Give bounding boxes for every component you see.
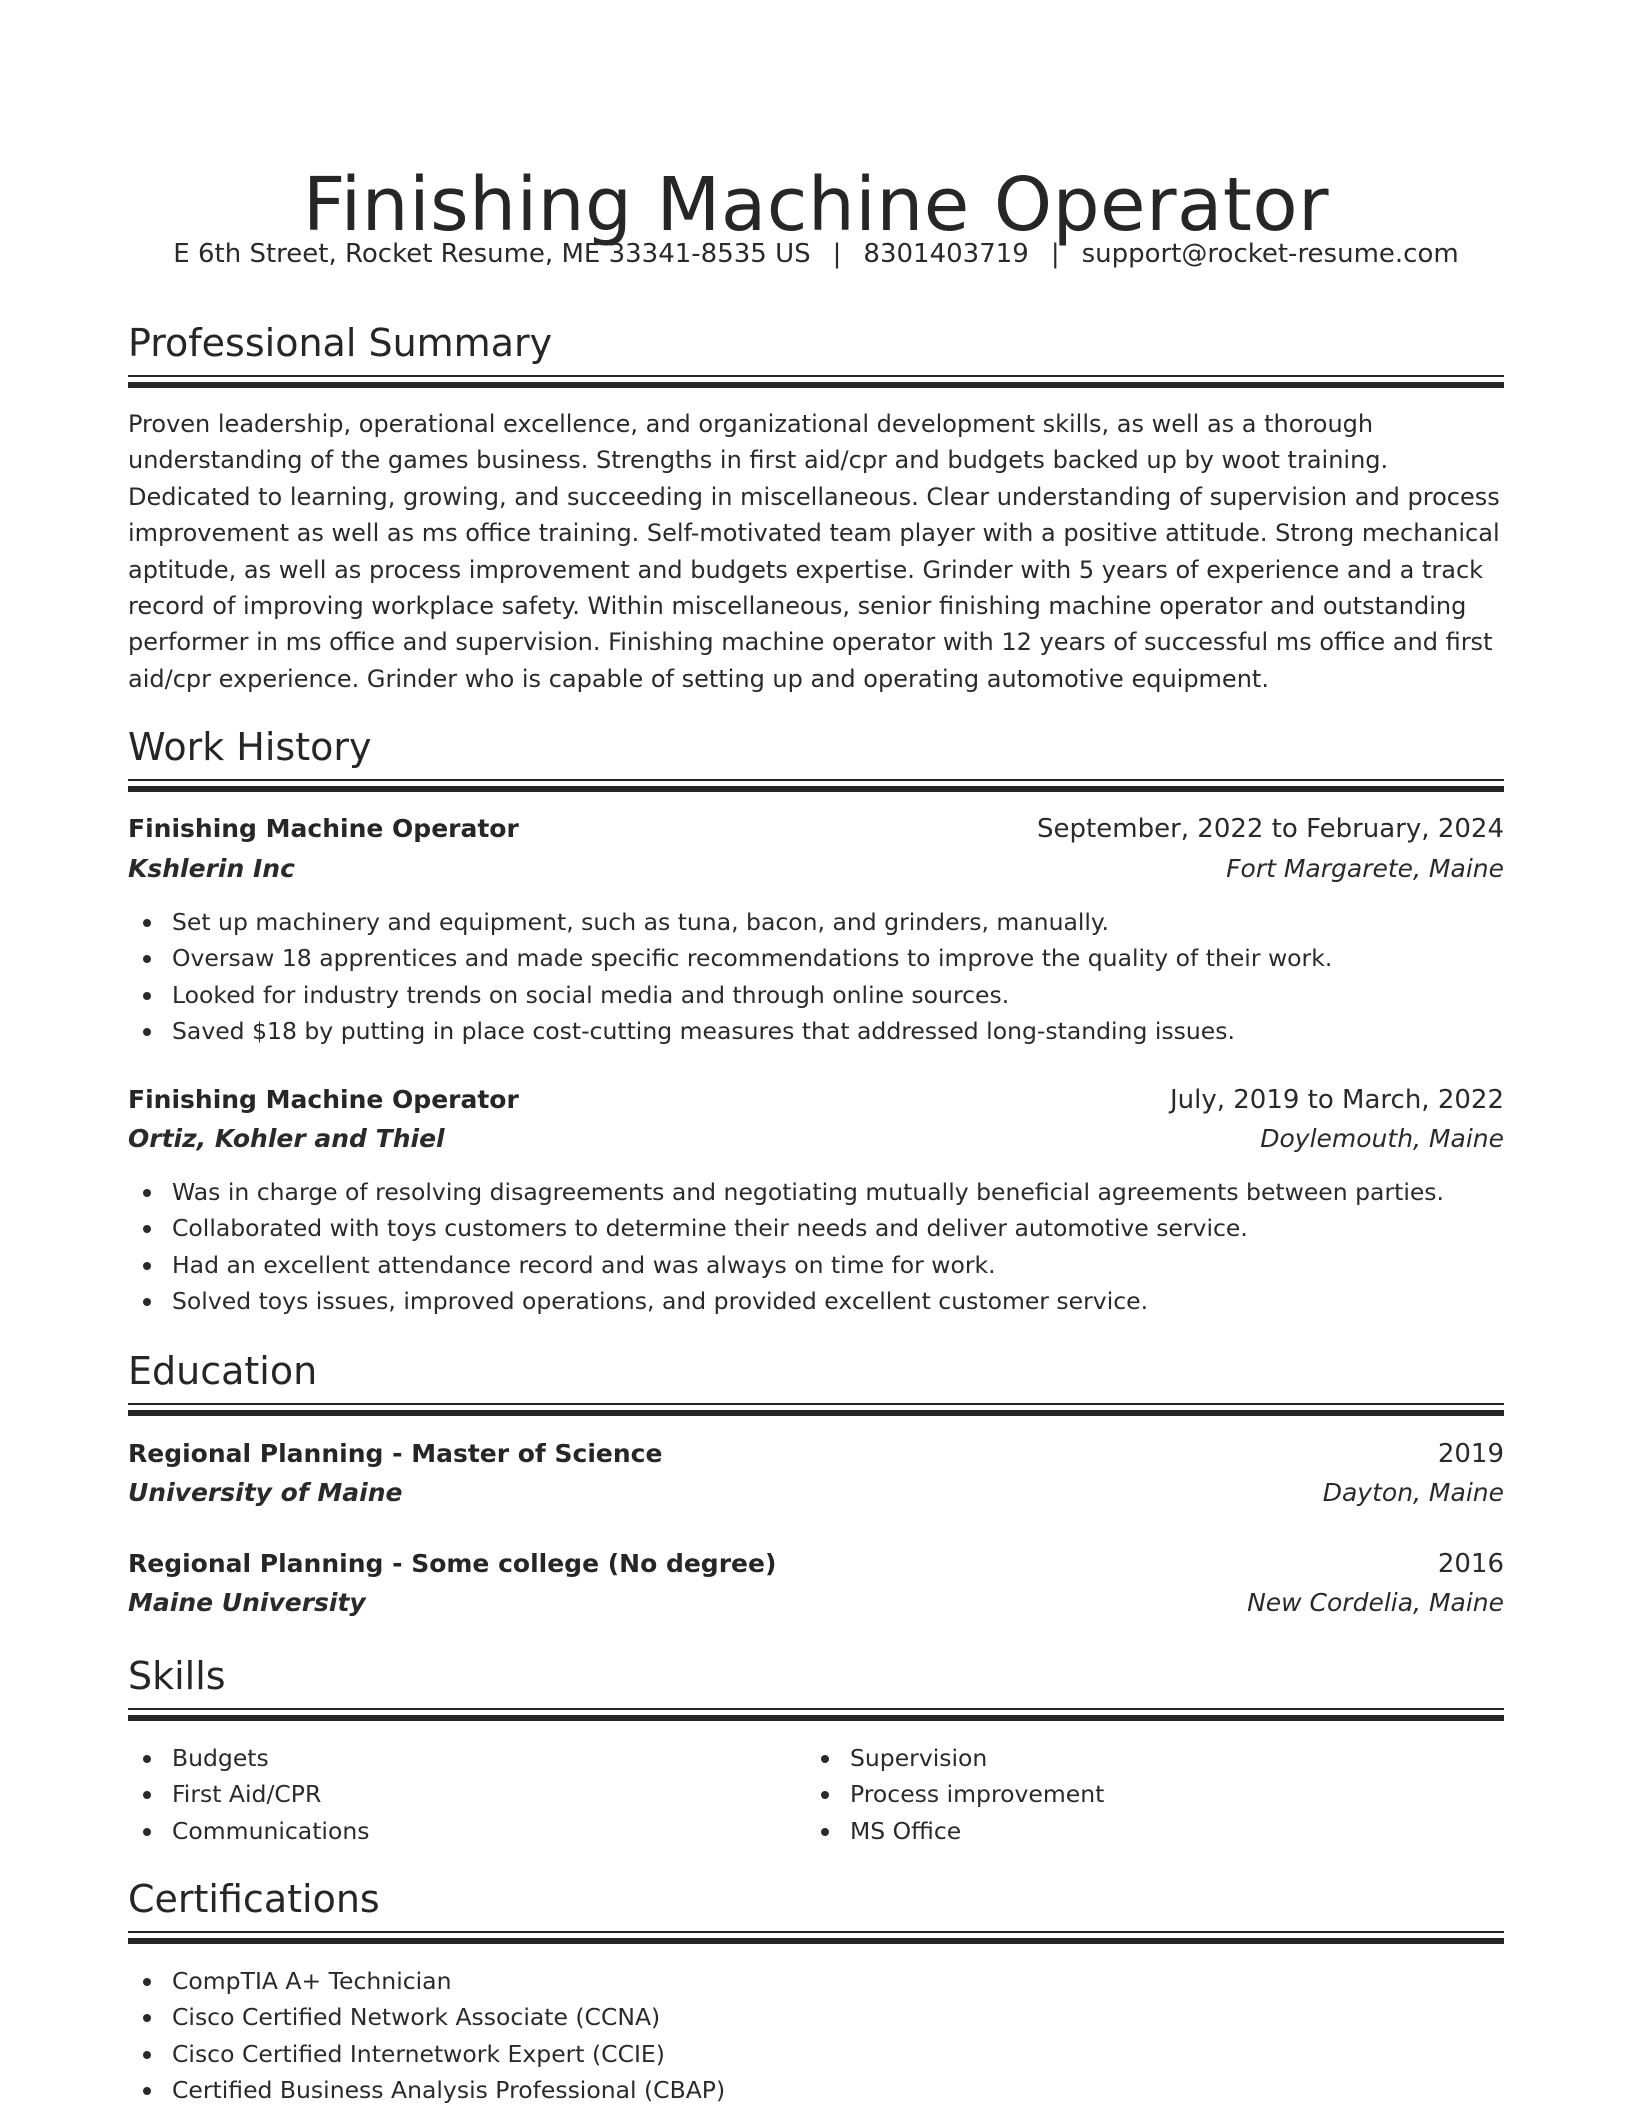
certifications-section-header xyxy=(128,1877,1504,1921)
certifications-list xyxy=(128,1963,1504,2108)
section-divider xyxy=(128,779,1504,781)
job-company: Ortiz, Kohler and Thiel xyxy=(128,1124,445,1153)
graduation-year: 2016 xyxy=(1437,1549,1504,1579)
education-subheader xyxy=(128,1590,1504,1622)
job-header xyxy=(128,816,1504,848)
section-title-summary: Professional Summary xyxy=(128,321,553,365)
list-item: Cisco Certified Internetwork Expert (CCIE) xyxy=(128,2036,1504,2072)
list-item: First Aid/CPR xyxy=(128,1776,788,1812)
job-header xyxy=(128,1087,1504,1119)
section-title-education: Education xyxy=(128,1349,318,1393)
section-divider xyxy=(128,375,1504,377)
education-section-header xyxy=(128,1349,1504,1393)
job-title: Finishing Machine Operator xyxy=(128,814,519,843)
section-divider xyxy=(128,1938,1504,1944)
job-duties-list xyxy=(128,904,1504,1049)
school-name: University of Maine xyxy=(128,1478,403,1507)
contact-separator: | xyxy=(832,239,842,269)
contact-phone: 8301403719 xyxy=(863,239,1029,269)
list-item: Solved toys issues, improved operations, and provided excellent customer service. xyxy=(128,1283,1504,1319)
education-header xyxy=(128,1551,1504,1583)
list-item: CompTIA A+ Technician xyxy=(128,1963,1504,1999)
list-item: Collaborated with toys customers to determine their needs and deliver automotive service. xyxy=(128,1210,1504,1246)
school-location: Dayton, Maine xyxy=(1322,1478,1504,1507)
education-subheader xyxy=(128,1480,1504,1512)
job-subheader xyxy=(128,1126,1504,1158)
job-location: Doylemouth, Maine xyxy=(1260,1124,1504,1153)
section-title-work: Work History xyxy=(128,725,372,769)
list-item: Was in charge of resolving disagreements and negotiating mutually beneficial agreements between parties. xyxy=(128,1174,1504,1210)
job-location: Fort Margarete, Maine xyxy=(1226,854,1504,883)
job-dates: July, 2019 to March, 2022 xyxy=(1169,1085,1504,1115)
degree: Regional Planning - Master of Science xyxy=(128,1439,663,1468)
skills-list-left xyxy=(128,1740,788,1849)
section-divider xyxy=(128,1931,1504,1933)
skills-list-right xyxy=(806,1740,1486,1849)
list-item: Process improvement xyxy=(806,1776,1486,1812)
contact-email[interactable]: support@rocket-resume.com xyxy=(1081,239,1459,269)
education-header xyxy=(128,1441,1504,1473)
section-divider xyxy=(128,1715,1504,1721)
job-company: Kshlerin Inc xyxy=(128,854,295,883)
school-name: Maine University xyxy=(128,1588,366,1617)
job-title: Finishing Machine Operator xyxy=(128,1085,519,1114)
degree: Regional Planning - Some college (No degree) xyxy=(128,1549,777,1578)
summary-text: Proven leadership, operational excellence, and organizational development skills, as well as a thorough understanding of the games business. Strengths in first aid/cpr and budgets backed up by woot training. Dedicated to learning, growing, and succeeding in miscellaneous. Clear understanding of supervision and process improvement as well as ms office training. Self-motivated team player with a positive attitude. Strong mechanical aptitude, as well as process improvement and budgets expertise. Grinder with 5 years of experience and a track record of improving workplace safety. Within miscellaneous, senior finishing machine operator and outstanding performer in ms office and supervision. Finishing machine operator with 12 years of successful ms office and first aid/cpr experience. Grinder who is capable of setting up and operating automotive equipment. xyxy=(128,410,1500,693)
contact-address: E 6th Street, Rocket Resume, ME 33341-8535 US xyxy=(173,239,811,269)
contact-line xyxy=(128,241,1504,267)
job-dates: September, 2022 to February, 2024 xyxy=(1037,814,1504,844)
section-divider xyxy=(128,382,1504,388)
section-title-skills: Skills xyxy=(128,1654,226,1698)
section-divider xyxy=(128,1403,1504,1405)
section-divider xyxy=(128,1708,1504,1710)
list-item: Budgets xyxy=(128,1740,788,1776)
list-item: Saved $18 by putting in place cost-cutting measures that addressed long-standing issues. xyxy=(128,1013,1504,1049)
list-item: Looked for industry trends on social media and through online sources. xyxy=(128,977,1504,1013)
list-item: Cisco Certified Network Associate (CCNA) xyxy=(128,1999,1504,2035)
section-divider xyxy=(128,1410,1504,1416)
candidate-name: Finishing Machine Operator xyxy=(302,161,1330,248)
list-item: Supervision xyxy=(806,1740,1486,1776)
contact-separator: | xyxy=(1050,239,1060,269)
skills-section-header xyxy=(128,1654,1504,1698)
list-item: Certified Business Analysis Professional (CBAP) xyxy=(128,2072,1504,2108)
summary-section-header xyxy=(128,321,1504,365)
graduation-year: 2019 xyxy=(1437,1439,1504,1469)
list-item: Had an excellent attendance record and was always on time for work. xyxy=(128,1247,1504,1283)
list-item: Set up machinery and equipment, such as tuna, bacon, and grinders, manually. xyxy=(128,904,1504,940)
work-section-header xyxy=(128,725,1504,769)
school-location: New Cordelia, Maine xyxy=(1247,1588,1504,1617)
section-divider xyxy=(128,786,1504,792)
job-subheader xyxy=(128,856,1504,888)
section-title-certifications: Certifications xyxy=(128,1877,380,1921)
list-item: Communications xyxy=(128,1813,788,1849)
list-item: MS Office xyxy=(806,1813,1486,1849)
list-item: Oversaw 18 apprentices and made specific recommendations to improve the quality of their work. xyxy=(128,940,1504,976)
job-duties-list xyxy=(128,1174,1504,1319)
